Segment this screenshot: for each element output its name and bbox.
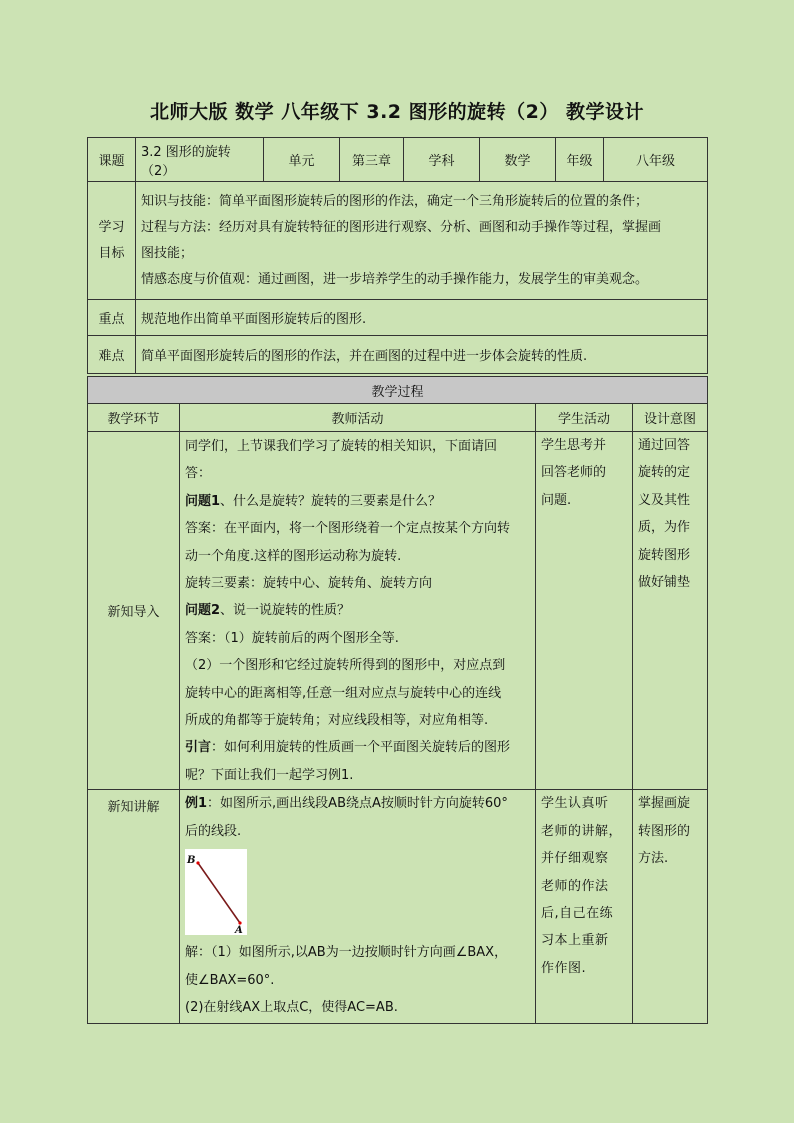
intro-teacher-line — [185, 652, 530, 679]
lecture-student-line: 后,自己在练 — [541, 905, 614, 921]
intro-teacher-line — [185, 488, 530, 515]
lecture-student-activity — [536, 790, 633, 1024]
intro-teacher-line-text: 动一个角度.这样的图形运动称为旋转. — [185, 548, 402, 564]
segment-ab-figure — [185, 849, 247, 935]
intro-design-line: 通过回答 — [638, 438, 691, 453]
intro-teacher-line-bold: 问题1 — [185, 493, 221, 509]
label-a: A — [235, 925, 243, 936]
lecture-design-line: 转图形的 — [638, 823, 691, 839]
intro-student-line: 回答老师的 — [541, 465, 607, 481]
col-header-design: 设计意图 — [633, 404, 708, 432]
segment-ab-diagram — [185, 849, 247, 935]
intro-teacher-line — [185, 597, 530, 624]
intro-design-line: 旋转图形 — [638, 547, 691, 563]
label-b: B — [187, 855, 196, 867]
difficulty-label: 难点 — [88, 336, 136, 374]
intro-design-line: 做好铺垫 — [638, 575, 691, 591]
objectives-label — [88, 182, 136, 300]
course-label: 课题 — [88, 138, 136, 182]
grade-label: 年级 — [556, 138, 604, 182]
example-line-2: 后的线段. — [185, 823, 242, 839]
header-table — [87, 137, 708, 374]
process-table — [87, 376, 708, 1024]
intro-design-line: 义及其性 — [638, 492, 691, 508]
intro-teacher-line — [185, 460, 530, 487]
objectives-content — [136, 182, 708, 300]
intro-student-activity — [536, 432, 633, 790]
intro-teacher-line — [185, 570, 530, 597]
objectives-label-line1: 学习 — [98, 219, 125, 235]
intro-teacher-line-bold: 引言 — [185, 740, 212, 756]
course-value: 3.2 图形的旋转（2） — [136, 138, 264, 182]
objectives-line: 图技能； — [141, 245, 194, 261]
intro-teacher-activity — [180, 432, 536, 790]
lecture-student-line: 老师的讲解， — [541, 823, 623, 839]
intro-design-line: 质，为作 — [638, 520, 691, 536]
intro-stage: 新知导入 — [88, 432, 180, 790]
solution-line-2: 使∠BAX=60°. — [185, 972, 275, 988]
intro-student-line: 问题. — [541, 492, 572, 508]
intro-teacher-line-text: 呢？下面让我们一起学习例1. — [185, 767, 354, 783]
intro-teacher-line-text: 同学们，上节课我们学习了旋转的相关知识，下面请回 — [185, 439, 498, 454]
intro-design-intent — [633, 432, 708, 790]
intro-teacher-line-text: 旋转三要素：旋转中心、旋转角、旋转方向 — [185, 576, 433, 592]
intro-teacher-line — [185, 734, 530, 761]
page-title: 北师大版 数学 八年级下 3.2 图形的旋转（2） 教学设计 — [150, 101, 644, 123]
intro-design-line: 旋转的定 — [638, 465, 691, 481]
intro-teacher-line — [185, 707, 530, 734]
lecture-design-line: 方法. — [638, 851, 669, 867]
intro-teacher-line — [185, 680, 530, 707]
intro-teacher-line-text: 答： — [185, 466, 212, 482]
intro-teacher-line-text: 、什么是旋转？旋转的三要素是什么？ — [220, 493, 442, 509]
unit-value: 第三章 — [340, 138, 404, 182]
intro-teacher-line — [185, 515, 530, 542]
intro-teacher-line-text: （2）一个图形和它经过旋转所得到的图形中，对应点到 — [185, 658, 506, 674]
solution-line-3: (2)在射线AX上取点C，使得AC=AB. — [185, 999, 398, 1015]
process-heading: 教学过程 — [88, 377, 708, 404]
point-b — [196, 861, 199, 864]
objectives-label-line2: 目标 — [98, 245, 125, 261]
key-point-label: 重点 — [88, 300, 136, 336]
key-point-text: 规范地作出简单平面图形旋转后的图形. — [136, 300, 708, 336]
example-text-1: ：如图所示,画出线段AB绕点A按顺时针方向旋转60° — [207, 796, 508, 812]
example-line-1 — [185, 790, 530, 817]
intro-teacher-line — [185, 762, 530, 789]
objectives-line: 知识与技能：简单平面图形旋转后的图形的作法，确定一个三角形旋转后的位置的条件； — [141, 193, 649, 209]
lecture-design-line: 掌握画旋 — [638, 796, 691, 812]
subject-value: 数学 — [480, 138, 556, 182]
col-header-stage: 教学环节 — [88, 404, 180, 432]
objectives-line: 过程与方法：经历对具有旋转特征的图形进行观察、分析、画图和动手操作等过程，掌握画 — [141, 219, 662, 235]
lecture-stage: 新知讲解 — [88, 790, 180, 1024]
intro-teacher-line-text: 答案：（1）旋转前后的两个图形全等. — [185, 630, 399, 646]
intro-teacher-line — [185, 625, 530, 652]
solution-line-1: 解：（1）如图所示,以AB为一边按顺时针方向画∠BAX， — [185, 945, 508, 961]
lecture-student-line: 并仔细观察 — [541, 851, 609, 867]
intro-teacher-line-text: 所成的角都等于旋转角；对应线段相等，对应角相等. — [185, 713, 489, 729]
lecture-student-line: 作作图. — [541, 960, 587, 976]
example-bold: 例1 — [185, 796, 208, 812]
intro-teacher-line-text: ：如何利用旋转的性质画一个平面图关旋转后的图形 — [211, 740, 511, 756]
col-header-teacher: 教师活动 — [180, 404, 536, 432]
lecture-student-line: 老师的作法 — [541, 878, 609, 894]
difficulty-text: 简单平面图形旋转后的图形的作法，并在画图的过程中进一步体会旋转的性质. — [136, 336, 708, 374]
intro-teacher-line-bold: 问题2 — [185, 603, 221, 619]
objectives-line: 情感态度与价值观：通过画图，进一步培养学生的动手操作能力，发展学生的审美观念。 — [141, 271, 649, 287]
lecture-teacher-activity — [180, 790, 536, 1024]
lecture-student-line: 习本上重新 — [541, 933, 609, 949]
intro-teacher-line-text: 旋转中心的距离相等,任意一组对应点与旋转中心的连线 — [185, 685, 502, 701]
unit-label: 单元 — [264, 138, 340, 182]
lecture-design-intent — [633, 790, 708, 1024]
intro-teacher-line-text: 答案：在平面内，将一个图形绕着一个定点按某个方向转 — [185, 521, 511, 537]
intro-teacher-line-text: 、说一说旋转的性质？ — [220, 603, 351, 619]
grade-value: 八年级 — [604, 138, 708, 182]
intro-teacher-line — [185, 543, 530, 570]
lecture-student-line: 学生认真听 — [541, 796, 609, 812]
intro-student-line: 学生思考并 — [541, 438, 607, 453]
intro-teacher-line — [185, 433, 530, 460]
subject-label: 学科 — [404, 138, 480, 182]
segment-ab-line — [198, 863, 240, 923]
col-header-student: 学生活动 — [536, 404, 633, 432]
